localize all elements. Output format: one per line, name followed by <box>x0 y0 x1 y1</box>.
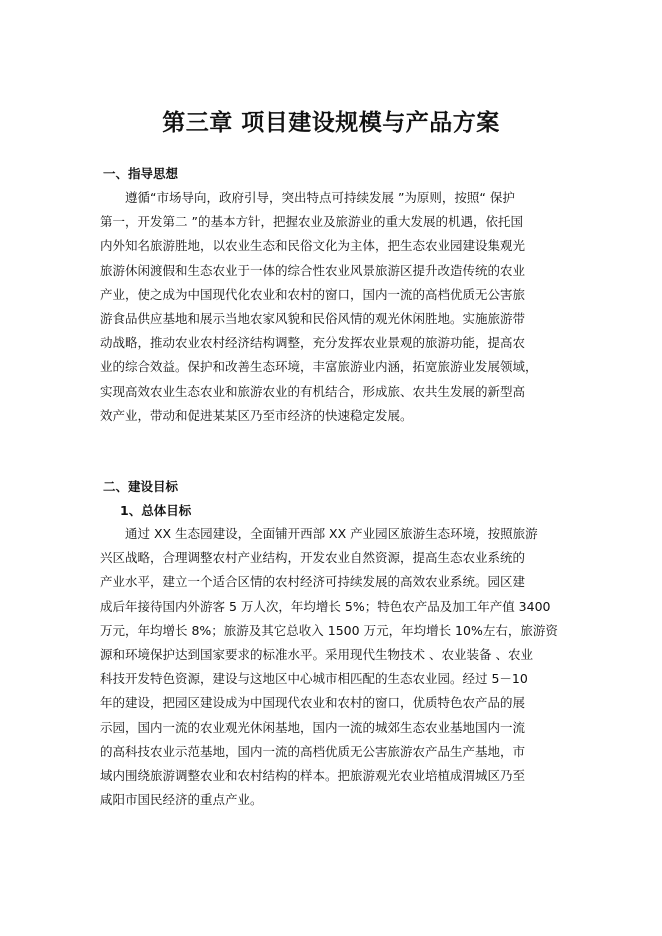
paragraph-line: 游食品供应基地和展示当地农家风貌和民俗风情的观光休闲胜地。实施旅游带 <box>100 310 526 326</box>
paragraph-line: 示园，国内一流的农业观光休闲基地，国内一流的城郊生态农业基地国内一流 <box>100 719 526 735</box>
paragraph-line: 动战略，推动农业农村经济结构调整，充分发挥农业景观的旅游功能，提高农 <box>100 335 526 351</box>
paragraph-line: 科技开发特色资源，建设与这地区中心城市相匹配的生态农业园。经过 5－10 <box>100 671 528 687</box>
paragraph-line: 万元，年均增长 8%；旅游及其它总收入 1500 万元，年均增长 10%左右，旅游资 <box>100 622 558 638</box>
section-heading-construction-goals: 二、建设目标 <box>103 479 179 494</box>
section2-paragraph <box>100 522 562 812</box>
paragraph-line: 域内围绕旅游调整农业和农村结构的样本。把旅游观光农业培植成渭城区乃至 <box>100 767 526 783</box>
chapter-title: 第三章 项目建设规模与产品方案 <box>162 109 500 136</box>
subsection-heading-overall-goals: 1、总体目标 <box>120 503 192 518</box>
paragraph-line: 成后年接待国内外游客 5 万人次，年均增长 5%；特色农产品及加工年产值 3400 <box>100 598 551 614</box>
paragraph-line: 兴区战略，合理调整农村产业结构，开发农业自然资源，提高生态农业系统的 <box>100 550 526 566</box>
paragraph-line: 内外知名旅游胜地，以农业生态和民俗文化为主体，把生态农业园建设集观光 <box>100 238 526 254</box>
paragraph-line: 咸阳市国民经济的重点产业。 <box>100 792 263 808</box>
paragraph-line: 旅游休闲渡假和生态农业于一体的综合性农业风景旅游区提升改造传统的农业 <box>100 262 526 278</box>
paragraph-line: 的高科技农业示范基地，国内一流的高档优质无公害旅游农产品生产基地，市 <box>100 743 526 759</box>
paragraph-line: 源和环境保护达到国家要求的标准水平。采用现代生物技术 、农业装备 、农业 <box>100 646 533 662</box>
paragraph-line: 遵循“市场导向，政府引导，突出特点可持续发展 ”为原则，按照“ 保护 <box>125 190 515 205</box>
paragraph-line: 产业水平，建立一个适合区情的农村经济可持续发展的高效农业系统。园区建 <box>100 574 526 590</box>
paragraph-line: 产业，使之成为中国现代化农业和农村的窗口，国内一流的高档优质无公害旅 <box>100 286 526 302</box>
section1-paragraph <box>100 186 562 428</box>
paragraph-line: 第一，开发第二 ”的基本方针，把握农业及旅游业的重大发展的机遇，依托国 <box>100 214 523 230</box>
paragraph-line: 实现高效农业生态农业和旅游农业的有机结合，形成旅、农共生发展的新型高 <box>100 383 526 399</box>
paragraph-line: 效产业，带动和促进某某区乃至市经济的快速稳定发展。 <box>100 407 413 423</box>
section-heading-guiding-ideology: 一、指导思想 <box>103 166 179 181</box>
paragraph-line: 通过 XX 生态园建设，全面铺开西部 XX 产业园区旅游生态环境，按照旅游 <box>125 526 538 541</box>
paragraph-line: 年的建设，把园区建设成为中国现代农业和农村的窗口，优质特色农产品的展 <box>100 695 526 711</box>
paragraph-line: 业的综合效益。保护和改善生态环境，丰富旅游业内涵，拓宽旅游业发展领域， <box>100 359 538 375</box>
